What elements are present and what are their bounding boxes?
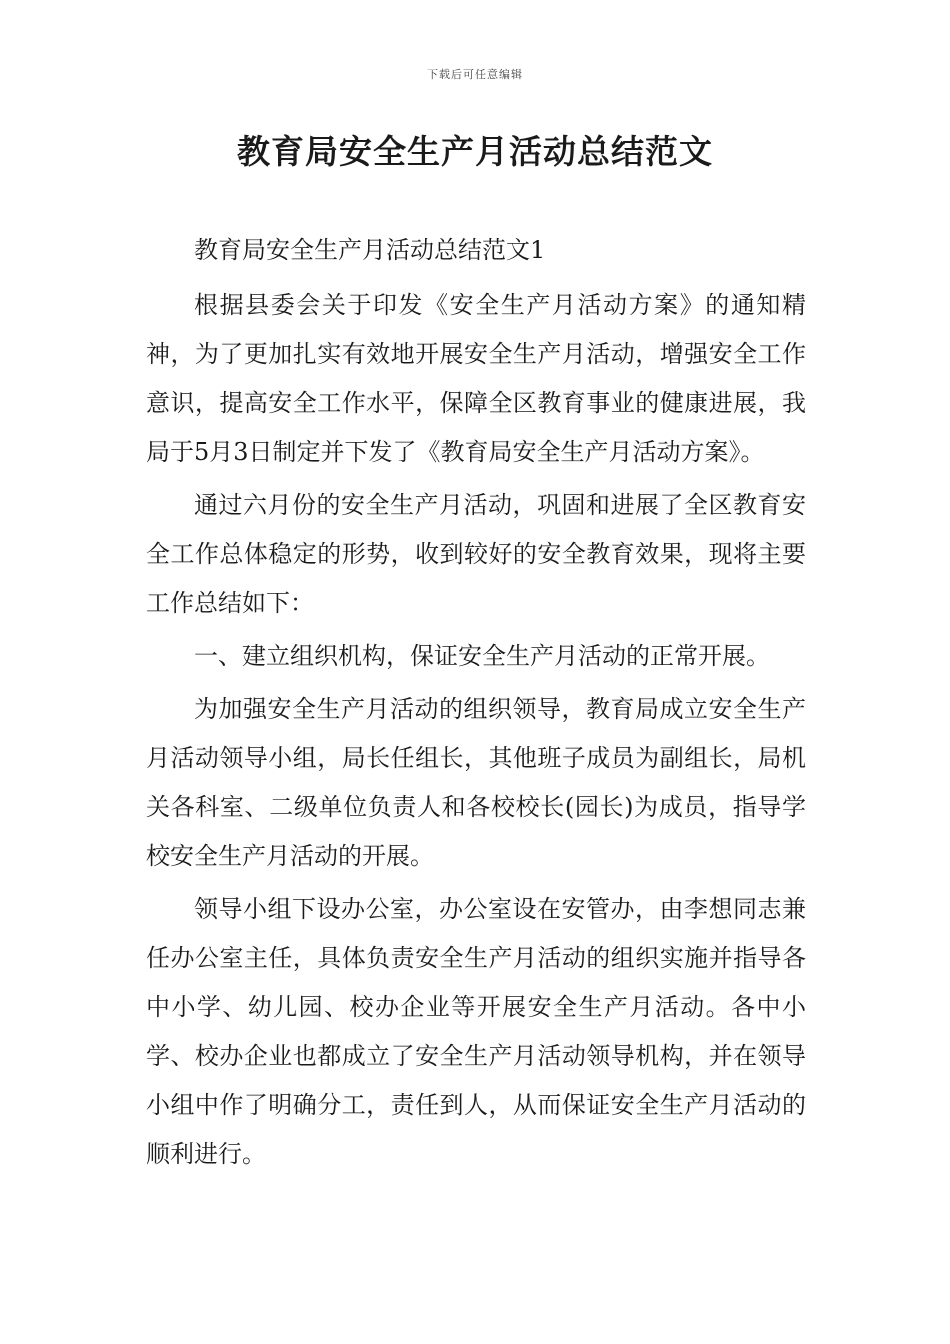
paragraph-office: 领导小组下设办公室，办公室设在安管办，由李想同志兼任办公室主任，具体负责安全生产月活动的组织实施并指导各中小学、幼儿园、校办企业等开展安全生产月活动。各中小学、校办企业也都成立了安全生产月活动领导机构，并在领导小组中作了明确分工，责任到人，从而保证安全生产月活动的顺利进行。 <box>146 895 806 1168</box>
section-subtitle: 教育局安全生产月活动总结范文1 <box>194 236 546 264</box>
section-heading-1: 一、建立组织机构，保证安全生产月活动的正常开展。 <box>194 642 770 670</box>
header-note: 下载后可任意编辑 <box>427 68 523 81</box>
document-title: 教育局安全生产月活动总结范文 <box>237 132 713 171</box>
paragraph-intro: 根据县委会关于印发《安全生产月活动方案》的通知精神，为了更加扎实有效地开展安全生产月活动，增强安全工作意识，提高安全工作水平，保障全区教育事业的健康进展，我局于5月3日制定并下发了《教育局安全生产月活动方案》。 <box>146 291 806 466</box>
paragraph-leadership: 为加强安全生产月活动的组织领导，教育局成立安全生产月活动领导小组，局长任组长，其他班子成员为副组长，局机关各科室、二级单位负责人和各校校长(园长)为成员，指导学校安全生产月活动的开展。 <box>146 695 806 870</box>
document-body <box>146 226 806 1183</box>
paragraph-summary: 通过六月份的安全生产月活动，巩固和进展了全区教育安全工作总体稳定的形势，收到较好的安全教育效果，现将主要工作总结如下： <box>146 491 806 617</box>
